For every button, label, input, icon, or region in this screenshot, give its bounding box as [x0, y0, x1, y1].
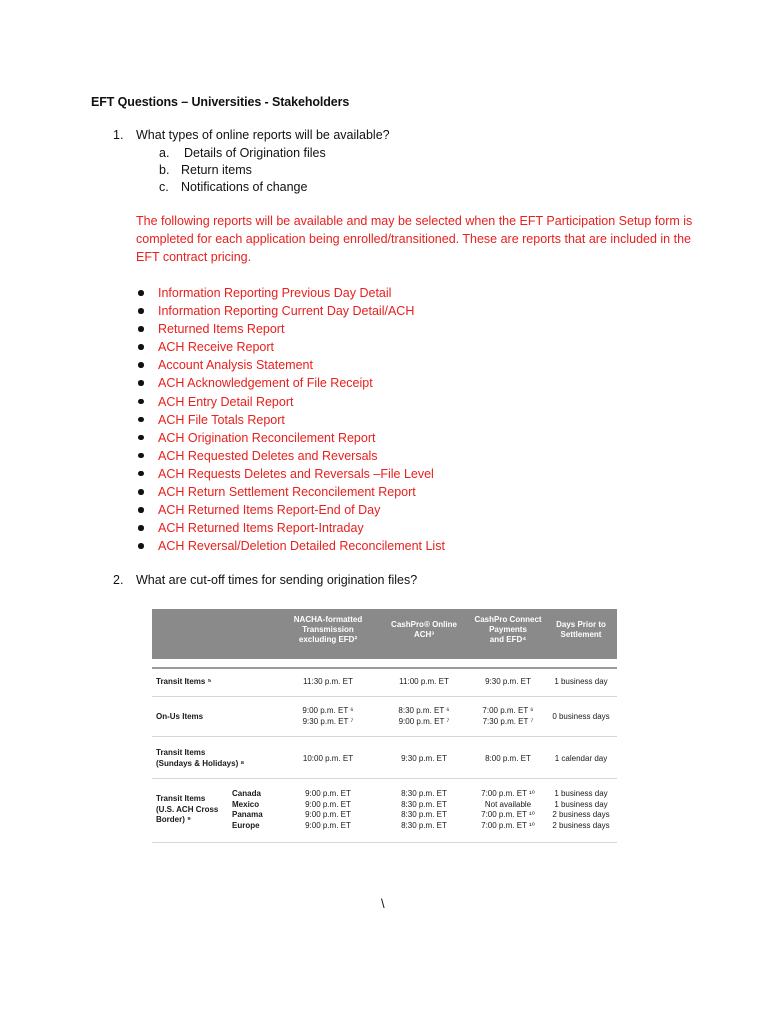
- header-cashpro-connect: CashPro Connect Payments and EFD⁴: [474, 615, 542, 644]
- header-nacha: NACHA-formatted Transmission excluding EFD²: [293, 615, 363, 644]
- report-item: ACH Origination Reconcilement Report: [136, 429, 445, 447]
- row-label-onus: On-Us Items: [156, 712, 204, 721]
- report-item: ACH Reversal/Deletion Detailed Reconcilement List: [136, 537, 445, 555]
- report-item: Account Analysis Statement: [136, 356, 445, 374]
- sub-item-c: [159, 180, 307, 194]
- cell-onus-connect: 7:00 p.m. ET ⁶ 7:30 p.m. ET ⁷: [482, 706, 534, 726]
- report-item: ACH File Totals Report: [136, 411, 445, 429]
- row-divider: [152, 696, 617, 697]
- sub-item-b-letter: b.: [159, 163, 170, 177]
- report-item: ACH Requests Deletes and Reversals –File Level: [136, 465, 445, 483]
- sub-item-c-letter: c.: [159, 180, 169, 194]
- report-item: ACH Acknowledgement of File Receipt: [136, 374, 445, 392]
- header-cashpro-online: CashPro® Online ACH³: [391, 620, 457, 639]
- report-item: Returned Items Report: [136, 320, 445, 338]
- trailing-mark: \: [381, 896, 385, 911]
- cell-transit-online: 11:00 p.m. ET: [399, 677, 449, 686]
- cell-holidays-online: 9:30 p.m. ET: [401, 754, 447, 763]
- report-item: ACH Returned Items Report-End of Day: [136, 501, 445, 519]
- question-2-number: 2.: [113, 573, 124, 587]
- row-divider: [152, 667, 617, 669]
- row-label-transit: Transit Items ⁵: [156, 677, 212, 686]
- document-title: EFT Questions – Universities - Stakeholders: [91, 95, 350, 109]
- cell-transit-nacha: 11:30 p.m. ET: [303, 677, 353, 686]
- report-item: Information Reporting Current Day Detail/ACH: [136, 302, 445, 320]
- report-item: ACH Returned Items Report-Intraday: [136, 519, 445, 537]
- cell-onus-days: 0 business days: [552, 712, 610, 721]
- cell-cross-online: 8:30 p.m. ET 8:30 p.m. ET 8:30 p.m. ET 8:30 p.m. ET: [401, 789, 447, 830]
- cell-onus-nacha: 9:00 p.m. ET ⁶ 9:30 p.m. ET ⁷: [302, 706, 354, 726]
- sub-item-b-text: Return items: [181, 163, 252, 177]
- table-header: [152, 609, 617, 659]
- sub-item-b: [159, 163, 252, 177]
- cell-cross-nacha: 9:00 p.m. ET 9:00 p.m. ET 9:00 p.m. ET 9:00 p.m. ET: [305, 789, 351, 830]
- sub-item-a: [159, 146, 326, 160]
- question-2-text: What are cut-off times for sending origination files?: [136, 573, 418, 587]
- row-label-holidays: Transit Items (Sundays & Holidays) ⁸: [156, 748, 245, 768]
- cell-holidays-nacha: 10:00 p.m. ET: [302, 754, 354, 763]
- cell-cross-days: 1 business day 1 business day 2 business days 2 business days: [552, 789, 610, 830]
- sub-item-a-text: Details of Origination files: [184, 146, 326, 160]
- header-days-prior: Days Prior to Settlement: [556, 620, 606, 639]
- question-1-number: 1.: [113, 128, 124, 142]
- cell-transit-connect: 9:30 p.m. ET: [485, 677, 531, 686]
- row-label-cross-border: Transit Items (U.S. ACH Cross Border) ⁹: [156, 794, 219, 824]
- question-1-text: What types of online reports will be available?: [136, 128, 390, 142]
- cell-transit-days: 1 business day: [554, 677, 608, 686]
- cell-onus-online: 8:30 p.m. ET ⁶ 9:00 p.m. ET ⁷: [398, 706, 450, 726]
- cross-border-regions: Canada Mexico Panama Europe: [232, 789, 263, 830]
- row-divider: [152, 736, 617, 737]
- sub-item-c-text: Notifications of change: [181, 180, 308, 194]
- sub-item-a-letter: a.: [159, 146, 170, 160]
- report-item: Information Reporting Previous Day Detail: [136, 284, 445, 302]
- report-item: ACH Requested Deletes and Reversals: [136, 447, 445, 465]
- cell-cross-connect: 7:00 p.m. ET ¹⁰ Not available 7:00 p.m. ET ¹⁰ 7:00 p.m. ET ¹⁰: [481, 789, 535, 830]
- report-item: ACH Return Settlement Reconcilement Report: [136, 483, 445, 501]
- cell-holidays-days: 1 calendar day: [554, 754, 608, 763]
- cutoff-times-table: [152, 609, 617, 844]
- question-2: [113, 573, 417, 587]
- report-list: [136, 284, 445, 555]
- row-divider: [152, 842, 617, 843]
- question-1: [113, 128, 390, 142]
- report-item: ACH Entry Detail Report: [136, 393, 445, 411]
- question-1-answer: The following reports will be available and may be selected when the EFT Participation Setup form is completed for each application being enrolled/transitioned. These are reports that are included in the EFT contract pricing.: [136, 214, 693, 264]
- cell-holidays-connect: 8:00 p.m. ET: [485, 754, 531, 763]
- report-item: ACH Receive Report: [136, 338, 445, 356]
- row-divider: [152, 778, 617, 779]
